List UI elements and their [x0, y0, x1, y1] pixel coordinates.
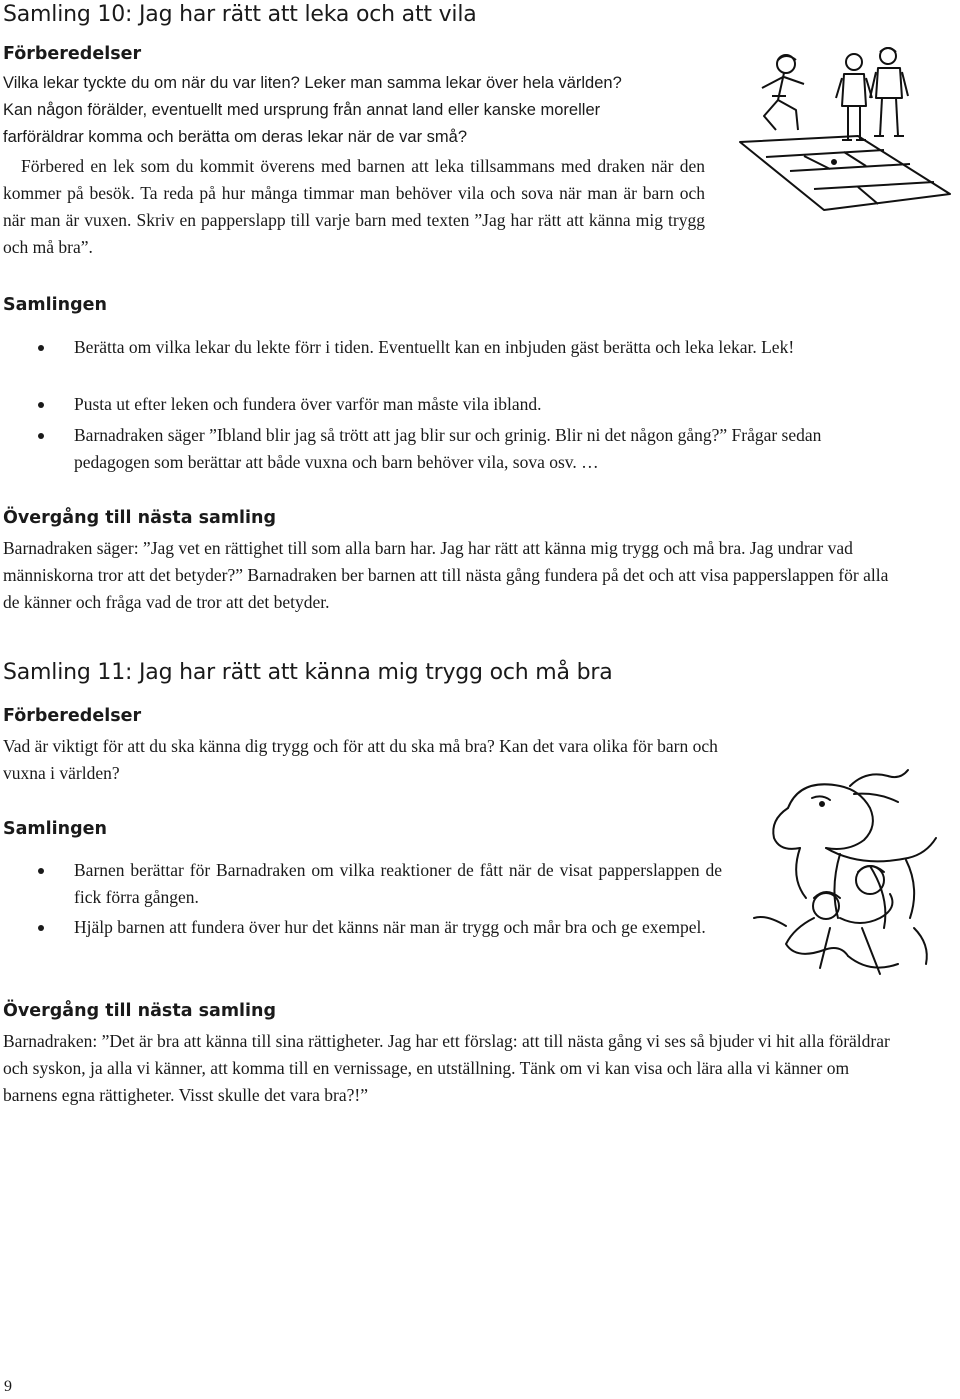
- session-bullet-11-1: Barnen berättar för Barnadraken om vilka reaktioner de fått när de visat papperslappen de fick förra gången.: [74, 860, 722, 907]
- heading-forberedelser-11: Förberedelser: [3, 706, 142, 726]
- heading-samlingen-11: Samlingen: [3, 819, 107, 839]
- bullet-icon: [38, 402, 44, 408]
- section-title-samling-11: Samling 11: Jag har rätt att känna mig trygg och må bra: [3, 660, 613, 685]
- bullet-icon: [38, 345, 44, 351]
- bullet-icon: [38, 433, 44, 439]
- bullet-icon: [38, 868, 44, 874]
- prep-text-11: Vad är viktigt för att du ska känna dig trygg och för att du ska må bra? Kan det vara olika för barn och vuxna i världen?: [3, 736, 718, 783]
- session-bullet-10-2: Pusta ut efter leken och fundera över varför man måste vila ibland.: [74, 394, 542, 414]
- session-bullet-10-3: Barnadraken säger ”Ibland blir jag så trött att jag blir sur och grinig. Blir ni det någon gång?” Frågar sedan pedagogen som berättar att både vuxna och barn behöver vila, sova osv. …: [74, 425, 822, 472]
- heading-overgang-10: Övergång till nästa samling: [3, 508, 277, 528]
- section-title-samling-10: Samling 10: Jag har rätt att leka och att vila: [3, 2, 477, 27]
- dragon-with-children-illustration: [730, 768, 952, 980]
- prep-paragraph-10: Förbered en lek som du kommit överens med barnen att leka tillsammans med draken när den kommer på besök. Ta reda på hur många timmar man behöver vila och sova när man är barn och när man är vuxen. Skriv en papperslapp till varje barn med texten ”Jag har rätt att känna mig trygg och må bra”.: [3, 156, 705, 257]
- prep-line-1: Vilka lekar tyckte du om när du var liten? Leker man samma lekar över hela världen?: [3, 74, 622, 92]
- session-bullet-11-2: Hjälp barnen att fundera över hur det känns när man är trygg och mår bra och ge exempel.: [74, 917, 706, 937]
- heading-samlingen-10: Samlingen: [3, 295, 107, 315]
- prep-line-2: Kan någon förälder, eventuellt med ursprung från annat land eller kanske moreller: [3, 101, 601, 119]
- hopscotch-illustration: [738, 44, 953, 216]
- session-bullet-10-1: Berätta om vilka lekar du lekte förr i tiden. Eventuellt kan en inbjuden gäst berätta och leka lekar. Lek!: [74, 337, 795, 357]
- page-number: 9: [4, 1378, 12, 1395]
- bullet-icon: [38, 925, 44, 931]
- transition-text-11: Barnadraken: ”Det är bra att känna till sina rättigheter. Jag har ett förslag: att till nästa gång vi ses så bjuder vi hit alla föräldrar och syskon, ja alla vi känner, att komma till en vernissage, en utställning. Tänk om vi kan visa och lära alla vi känner om barnens egna rättigheter. Visst skulle det vara bra?!”: [3, 1031, 890, 1105]
- transition-text-10: Barnadraken säger: ”Jag vet en rättighet till som alla barn har. Jag har rätt att känna mig trygg och må bra. Jag undrar vad människorna tror att det betyder?” Barnadraken ber barnen att till nästa gång fundera på det och att visa papperslappen för alla de känner och fråga vad de tror att det betyder.: [3, 538, 889, 612]
- prep-line-3: farföräldrar komma och berätta om deras lekar när de var små?: [3, 128, 468, 146]
- heading-overgang-11: Övergång till nästa samling: [3, 1001, 277, 1021]
- heading-forberedelser-10: Förberedelser: [3, 44, 142, 64]
